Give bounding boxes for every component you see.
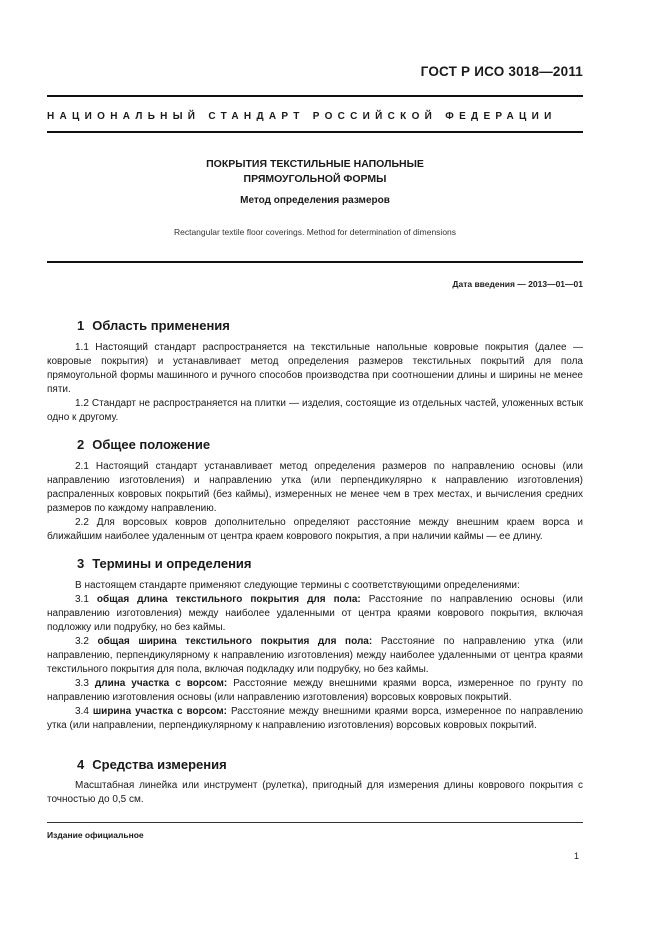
introduction-date: Дата введения — 2013—01—01 xyxy=(452,279,583,289)
section-2-title: Общее положение xyxy=(92,437,211,452)
section-4-heading xyxy=(77,757,235,772)
english-title: Rectangular textile floor coverings. Method for determination of dimensions xyxy=(173,227,457,237)
term-3-1-definition: Расстояние по направлению основы (или направлению изготовления) между наиболее удаленными от центра краями коврового покрытия, включая подложку или подрубку, но без каймы. xyxy=(47,594,584,633)
paragraph-3-intro: В настоящем стандарте применяют следующие термины с соответствующими определениями: xyxy=(75,580,520,591)
page-number: 1 xyxy=(573,851,579,861)
term-3-1 xyxy=(47,593,583,635)
header-rule-top xyxy=(47,95,583,97)
section-1-title: Область применения xyxy=(92,318,230,333)
section-1-number: 1 xyxy=(77,318,85,333)
header-rule-bottom xyxy=(47,131,583,133)
term-3-2-definition: Расстояние по направлению утка (или направлению, перпендикулярному к направлению изготовления) между наиболее удаленными от центра краями текстильного покрытия для пола, включая подкладку или подрубку, но без каймы. xyxy=(47,636,584,675)
section-3-heading xyxy=(77,556,260,571)
term-3-1-number: 3.1 xyxy=(75,594,89,605)
document-subtitle: Метод определения размеров xyxy=(240,195,390,206)
document-code: ГОСТ Р ИСО 3018—2011 xyxy=(420,64,583,79)
section-4-body xyxy=(47,779,583,807)
footer-rule xyxy=(47,822,583,823)
section-4-number: 4 xyxy=(77,757,85,772)
document-title-line1: ПОКРЫТИЯ ТЕКСТИЛЬНЫЕ НАПОЛЬНЫЕ xyxy=(206,158,424,170)
term-3-2-name: общая ширина текстильного покрытия для пола: xyxy=(97,636,373,647)
document-title-line2: ПРЯМОУГОЛЬНОЙ ФОРМЫ xyxy=(243,173,387,185)
section-2-body xyxy=(47,460,583,544)
national-standard-heading: НАЦИОНАЛЬНЫЙ СТАНДАРТ РОССИЙСКОЙ ФЕДЕРАЦИИ xyxy=(47,111,557,122)
section-1-body xyxy=(47,341,583,425)
paragraph-2-2: 2.2 Для ворсовых ковров дополнительно определяют расстояние между внешним краем ворса и ближайшим наиболее удаленным от центра краем коврового покрытия, а при наличии каймы — ее длину. xyxy=(47,517,583,542)
paragraph-1-1: 1.1 Настоящий стандарт распространяется на текстильные напольные ковровые покрытия (далее — ковровые покрытия) и устанавливает метод определения размеров текстильных покрытий для пола прямоугольной формы машинного и ручного способов производства при соотношении длины и ширины не менее пяти. xyxy=(47,342,583,395)
term-3-2 xyxy=(47,635,583,677)
term-3-3 xyxy=(47,677,583,705)
term-3-4-name: ширина участка с ворсом: xyxy=(92,706,228,717)
term-3-4 xyxy=(47,705,583,733)
section-3-number: 3 xyxy=(77,556,85,571)
paragraph-4-1: Масштабная линейка или инструмент (рулетка), пригодный для измерения длины коврового покрытия с точностью до 0,5 см. xyxy=(47,780,583,805)
section-4-title: Средства измерения xyxy=(92,757,227,772)
term-3-2-number: 3.2 xyxy=(75,636,89,647)
term-3-3-name: длина участка с ворсом: xyxy=(94,678,228,689)
section-3-title: Термины и определения xyxy=(92,556,252,571)
term-3-3-definition: Расстояние между внешними краями ворса, измеренное по грунту по направлению изготовления основы (или направлению изготовления) ворсовых ковровых покрытий. xyxy=(47,678,583,703)
term-3-1-name: общая длина текстильного покрытия для пола: xyxy=(96,594,361,605)
section-2-heading xyxy=(77,437,218,452)
term-3-4-number: 3.4 xyxy=(75,706,89,717)
term-3-3-number: 3.3 xyxy=(75,678,89,689)
section-3-body xyxy=(47,579,583,733)
official-edition-note: Издание официальное xyxy=(47,830,144,840)
term-3-4-definition: Расстояние между внешними краями ворса, измеренное по направлению утка (или направлении, перпендикулярному к направлению изготовления) ворсовых ковровых покрытий. xyxy=(47,706,583,731)
section-1-heading xyxy=(77,318,238,333)
title-rule xyxy=(47,261,583,263)
section-2-number: 2 xyxy=(77,437,85,452)
document-title xyxy=(47,157,583,187)
paragraph-1-2: 1.2 Стандарт не распространяется на плитки — изделия, состоящие из отдельных частей, уложенных встык одно к другому. xyxy=(47,398,583,423)
paragraph-2-1: 2.1 Настоящий стандарт устанавливает метод определения размеров по направлению основы (или направлению изготовления) и направлению утка (или перпендикулярно к направлению изготовления) распраленных ковровых покрытий (без каймы), измеренных не менее чем в трех местах, и вычисления средних размеров по каждому направлению. xyxy=(47,461,583,514)
